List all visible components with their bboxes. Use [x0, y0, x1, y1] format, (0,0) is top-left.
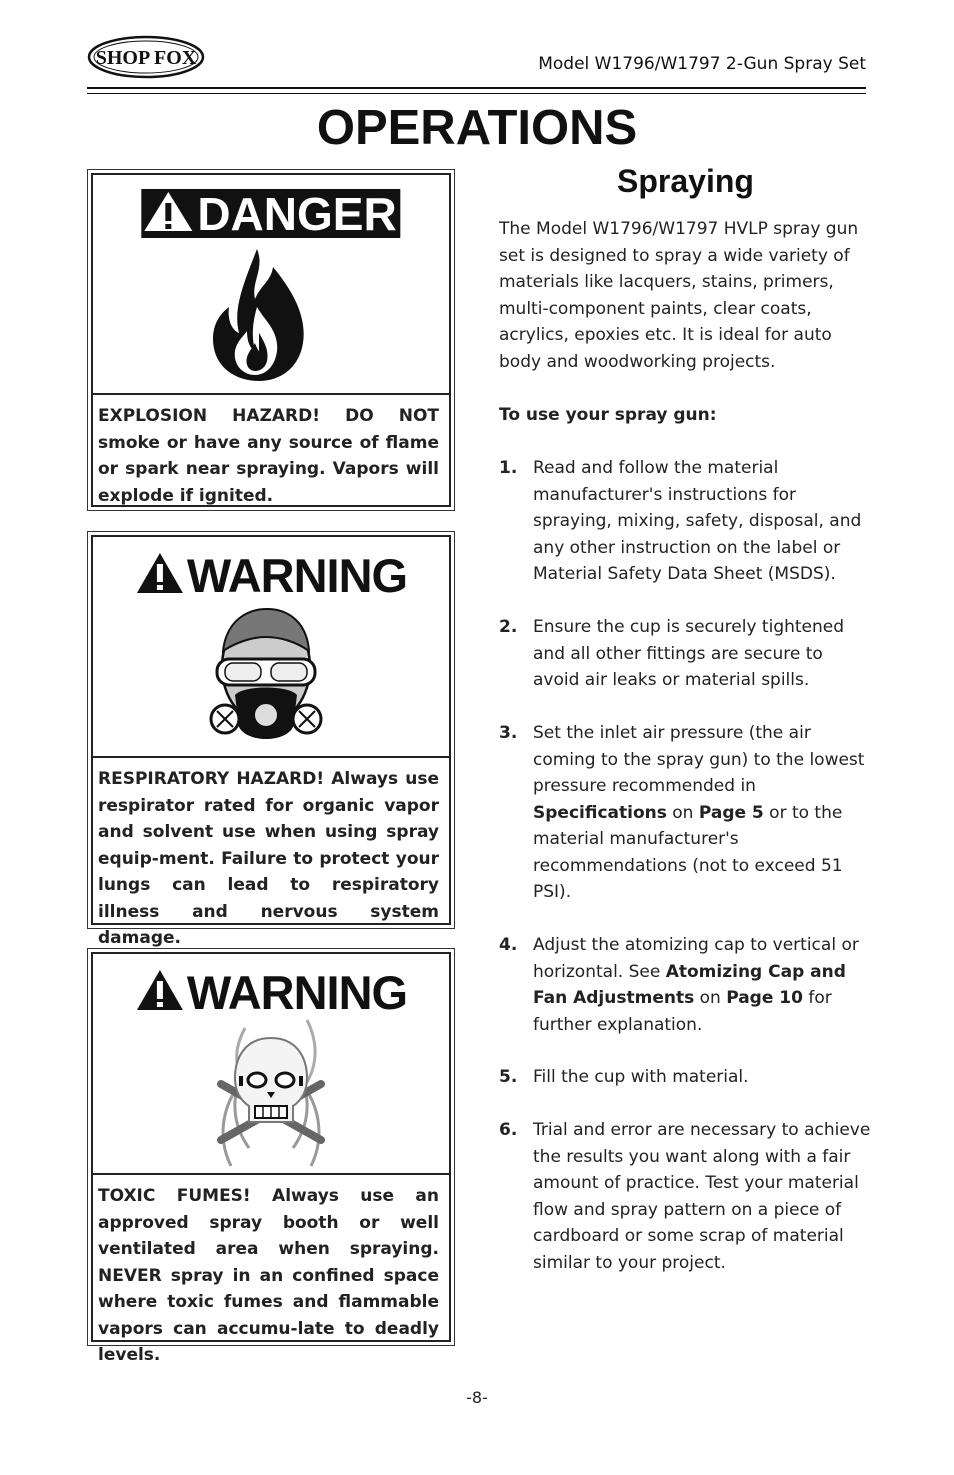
step-text-part: on	[666, 802, 699, 823]
respirator-icon	[209, 607, 323, 749]
header-rule	[87, 87, 866, 89]
warning-signal	[135, 968, 407, 1018]
page-title: OPERATIONS	[316, 101, 638, 155]
respiratory-picture	[93, 537, 449, 758]
step-text-part: for further explanation.	[533, 988, 832, 1035]
step-text: Ensure the cup is securely tightened and all other fittings are secure to avoid air leaks or material spills.	[533, 617, 845, 690]
step-number: 3.	[499, 723, 518, 743]
respiratory-text: RESPIRATORY HAZARD! Always use respirator rated for organic vapor and solvent use when using spray equip-ment. Failure to protect your lungs can lead to respiratory illness and nervous system damage.	[98, 769, 439, 948]
atomizing-cap-reference: Atomizing Cap and Fan Adjustments	[533, 961, 846, 1008]
alert-triangle-icon	[135, 968, 185, 1012]
danger-signal-text: DANGER	[197, 188, 397, 240]
step-number: 1.	[499, 458, 518, 478]
page-number: -8-	[466, 1388, 488, 1407]
toxic-fumes-picture	[93, 954, 449, 1175]
alert-triangle-icon	[135, 551, 185, 595]
step-number: 5.	[499, 1067, 518, 1087]
svg-text:SHOP FOX: SHOP FOX	[95, 47, 197, 69]
step-text: Fill the cup with material.	[533, 1067, 749, 1087]
header-rule-thin	[87, 93, 866, 94]
step-text: Trial and error are necessary to achieve the results you want along with a fair amount of practice. Test your material flow and spray pattern on a piece of cardboard or some scrap of material similar to your project.	[533, 1120, 871, 1273]
respiratory-warning-box	[87, 531, 455, 948]
page-reference: Page 10	[726, 988, 803, 1008]
danger-signal	[141, 189, 400, 238]
step-text	[533, 720, 873, 906]
specifications-reference: Specifications	[533, 802, 667, 823]
intro-paragraph: The Model W1796/W1797 HVLP spray gun set is designed to spray a wide variety of materials like lacquers, stains, primers, multi-component paints, clear coats, acrylics, epoxies etc. It is ideal for auto body and woodworking projects.	[499, 219, 859, 372]
step-number: 4.	[499, 935, 518, 955]
warning-signal-text: WARNING	[186, 966, 408, 1019]
step-number: 2.	[499, 617, 518, 637]
danger-text: EXPLOSION HAZARD! DO NOT smoke or have any source of flame or spark near spraying. Vapors will explode if ignited.	[98, 406, 439, 506]
page-reference: Page 5	[698, 802, 764, 823]
step-text-part: Adjust the atomizing cap to vertical or horizontal. See	[533, 935, 859, 982]
skull-fumes-icon	[211, 1018, 331, 1168]
warning-signal	[135, 551, 407, 601]
alert-triangle-icon	[141, 189, 195, 233]
warning-signal-text: WARNING	[186, 549, 408, 602]
danger-box	[87, 169, 455, 511]
toxic-fumes-warning-box	[87, 948, 455, 1365]
shop-fox-logo	[87, 34, 205, 80]
model-line: Model W1796/W1797 2-Gun Spray Set	[538, 54, 866, 74]
step-text-part: or to the material manufacturer's recommendations (not to exceed 51 PSI).	[533, 802, 843, 902]
danger-picture	[93, 175, 449, 395]
section-heading: Spraying	[617, 163, 754, 199]
step-text-part: Set the inlet air pressure (the air coming to the spray gun) to the lowest pressure recommended in	[533, 723, 865, 796]
step-text	[533, 932, 873, 1038]
step-text: Read and follow the material manufacturer's instructions for spraying, mixing, safety, disposal, and any other instruction on the label or Material Safety Data Sheet (MSDS).	[533, 458, 862, 584]
step-text-part: on	[694, 988, 727, 1008]
flame-icon	[207, 247, 313, 383]
toxic-fumes-text: TOXIC FUMES! Always use an approved spray booth or well ventilated area when spraying. NEVER spray in an confined space where toxic fumes and flammable vapors can accumu-late to deadly levels.	[98, 1186, 439, 1365]
steps-subheading: To use your spray gun:	[499, 405, 717, 425]
step-number: 6.	[499, 1120, 518, 1140]
